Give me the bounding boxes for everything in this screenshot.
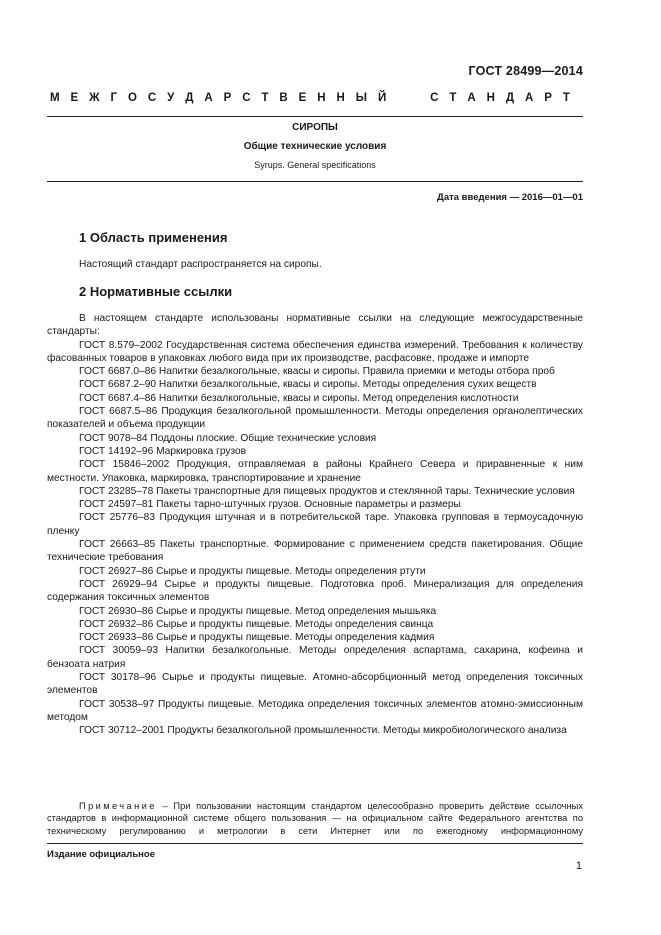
reference-item: ГОСТ 26933–86 Сырье и продукты пищевые. Методы определения кадмия <box>79 632 435 644</box>
title-divider <box>47 181 583 182</box>
footer-divider <box>47 843 583 844</box>
document-english-title: Syrups. General specifications <box>254 160 376 170</box>
reference-item: ГОСТ 30178–96 Сырье и продукты пищевые. Атомно-абсорбционный метод определения токсичных элементов <box>47 672 583 697</box>
banner-gap <box>397 92 419 104</box>
reference-item: ГОСТ 14192–96 Маркировка грузов <box>79 445 247 457</box>
reference-item: ГОСТ 24597–81 Пакеты тарно-штучных грузов. Основные параметры и размеры <box>79 499 461 511</box>
note-block <box>47 800 583 837</box>
banner-letter: Т <box>449 92 457 104</box>
banner-letter: Р <box>223 92 232 104</box>
section-1-body <box>47 258 583 271</box>
banner-letter: Н <box>486 92 495 104</box>
banner-letter: Е <box>70 92 79 104</box>
section-1-heading: 1 Область применения <box>79 230 228 245</box>
note-text: – При пользовании настоящим стандартом целесообразно проверить действие ссылочных стандартов в информационной системе общего пользования — на официальном сайте Федерального агентства по техническому регулированию и метрологии в сети Интернет или по ежегодному информационному <box>47 801 583 836</box>
introduction-date: Дата введения — 2016—01—01 <box>437 192 583 203</box>
reference-item: ГОСТ 25776–83 Продукция штучная и в потребительской таре. Упаковка групповая в термоусадочную пленку <box>47 512 583 537</box>
reference-item: ГОСТ 6687.2–90 Напитки безалкогольные, квасы и сиропы. Методы определения сухих веществ <box>79 379 537 391</box>
reference-item: ГОСТ 23285–78 Пакеты транспортные для пищевых продуктов и стеклянной тары. Технические условия <box>79 485 575 497</box>
header-divider <box>47 116 583 117</box>
banner-letter: А <box>524 92 534 104</box>
document-title: СИРОПЫ <box>292 122 338 133</box>
standard-code: ГОСТ 28499—2014 <box>468 64 583 78</box>
reference-item: ГОСТ 26929–94 Сырье и продукты пищевые. Подготовка проб. Минерализация для определения содержания токсичных элементов <box>47 578 583 604</box>
banner-letter: Д <box>505 92 515 104</box>
standard-banner <box>50 92 570 104</box>
note-label: Примечание <box>79 801 157 811</box>
official-edition-label: Издание официальное <box>47 849 155 860</box>
reference-item: ГОСТ 15846–2002 Продукция, отправляемая в районы Крайнего Севера и приравненные к ним местности. Упаковка, маркировка, транспортирование и хранение <box>47 459 583 484</box>
banner-letter: С <box>430 92 439 104</box>
banner-letter: Г <box>110 92 118 104</box>
reference-item: ГОСТ 9078–84 Поддоны плоские. Общие технические условия <box>79 432 377 444</box>
section-2-body <box>47 312 583 738</box>
banner-letter: А <box>467 92 476 104</box>
banner-letter: Е <box>298 92 307 104</box>
reference-item: ГОСТ 30538–97 Продукты пищевые. Методика определения токсичных элементов атомно-эмиссионным методом <box>47 698 583 723</box>
banner-letter: В <box>279 92 288 104</box>
banner-letter: У <box>167 92 175 104</box>
banner-letter: С <box>147 92 157 104</box>
banner-letter: Т <box>562 92 570 104</box>
paragraph: Настоящий стандарт распространяется на сиропы. <box>79 259 322 270</box>
reference-item: ГОСТ 30712–2001 Продукты безалкогольной промышленности. Методы микробиологического анализа <box>79 725 567 737</box>
reference-item: ГОСТ 26927–86 Сырье и продукты пищевые. Методы определения ртути <box>79 565 426 577</box>
reference-item: ГОСТ 8.579–2002 Государственная система обеспечения единства измерений. Требования к количеству фасованных товаров в упаковках любого вида при их производстве, расфасовке, продаже и импорте <box>47 339 583 364</box>
reference-item: ГОСТ 6687.4–86 Напитки безалкогольные, квасы и сиропы. Метод определения кислотности <box>79 392 519 404</box>
reference-item: ГОСТ 30059–93 Напитки безалкогольные. Методы определения аспартама, сахарина, кофеина и бензоата натрия <box>47 645 583 670</box>
reference-item: ГОСТ 26932–86 Сырье и продукты пищевые. Методы определения свинца <box>79 618 434 630</box>
note-paragraph <box>47 800 583 837</box>
reference-item: ГОСТ 6687.5–86 Продукция безалкогольной промышленности. Методы определения органолептических показателей и объема продукции <box>47 406 583 431</box>
banner-letter: Р <box>544 92 552 104</box>
reference-item: ГОСТ 6687.0–86 Напитки безалкогольные, квасы и сиропы. Правила приемки и методы отбора проб <box>79 366 555 378</box>
section-2-heading: 2 Нормативные ссылки <box>79 284 233 299</box>
page-number: 1 <box>575 860 582 872</box>
banner-letter: Н <box>317 92 326 104</box>
banner-letter: Т <box>261 92 269 104</box>
paragraph: В настоящем стандарте использованы нормативные ссылки на следующие межгосударственные стандарты: <box>47 313 583 338</box>
reference-item: ГОСТ 26663–85 Пакеты транспортные. Формирование с применением средств пакетирования. Общие технические требования <box>47 539 583 564</box>
reference-item: ГОСТ 26930–86 Сырье и продукты пищевые. Метод определения мышьяка <box>79 605 437 617</box>
document-subtitle: Общие технические условия <box>243 141 387 152</box>
banner-letter: О <box>127 92 137 104</box>
banner-letter: Ж <box>89 92 100 104</box>
banner-letter: Й <box>377 92 387 104</box>
banner-letter: Ы <box>355 92 368 104</box>
banner-letter: М <box>50 92 60 104</box>
banner-letter: А <box>204 92 213 104</box>
banner-letter: Д <box>185 92 194 104</box>
banner-letter: С <box>242 92 251 104</box>
banner-letter: Н <box>336 92 345 104</box>
